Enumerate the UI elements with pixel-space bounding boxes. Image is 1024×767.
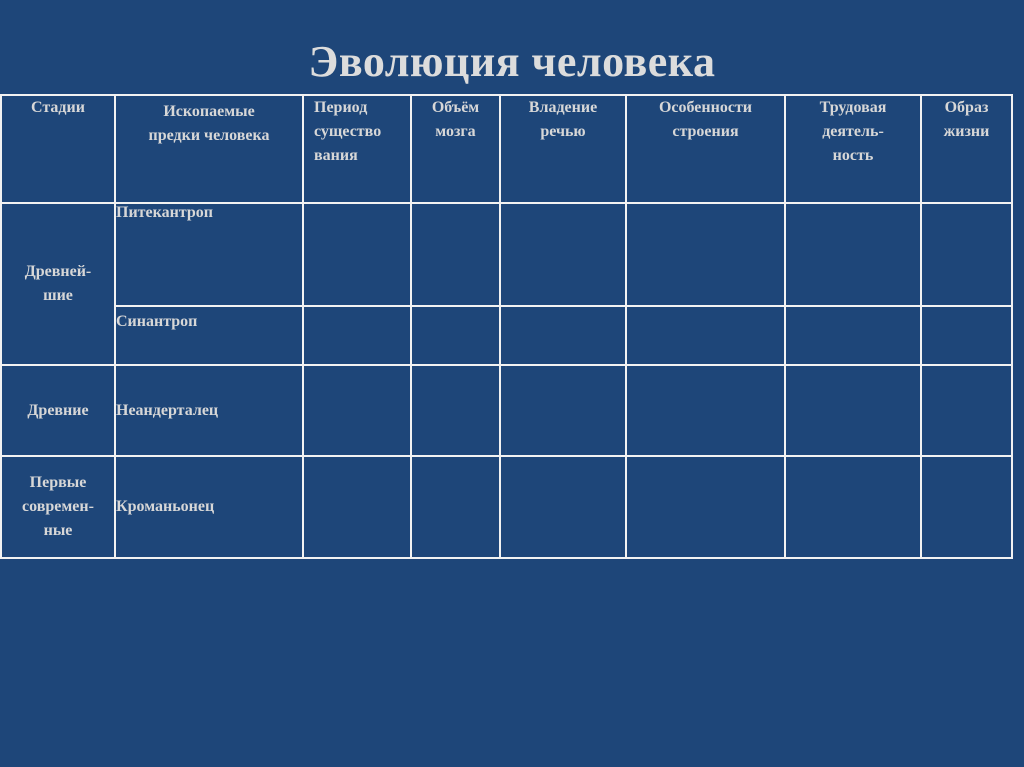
table-cell xyxy=(500,456,626,558)
slide-title: Эволюция человека xyxy=(308,37,716,86)
table-cell xyxy=(303,365,411,456)
header-stages: Стадии xyxy=(1,95,115,203)
table-cell xyxy=(921,203,1012,306)
table-row xyxy=(1,203,1012,306)
table-row xyxy=(1,456,1012,558)
ancestor-pithecanthropus: Питекантроп xyxy=(115,203,303,306)
stage-oldest: Древней- шие xyxy=(1,203,115,365)
stage-first-modern: Первые современ- ные xyxy=(1,456,115,558)
evolution-table xyxy=(0,94,1013,559)
table-cell xyxy=(303,306,411,365)
header-brain-volume: Объём мозга xyxy=(411,95,500,203)
table-cell xyxy=(500,203,626,306)
table-cell xyxy=(626,456,785,558)
table-cell xyxy=(303,203,411,306)
table-row xyxy=(1,306,1012,365)
header-period: Период существо вания xyxy=(303,95,411,203)
table-cell xyxy=(411,203,500,306)
table-cell xyxy=(785,203,921,306)
ancestor-sinanthropus: Синантроп xyxy=(115,306,303,365)
table-cell xyxy=(626,203,785,306)
table-cell xyxy=(921,306,1012,365)
table-cell xyxy=(303,456,411,558)
table-cell xyxy=(921,365,1012,456)
ancestor-cromagnon: Кроманьонец xyxy=(115,456,303,558)
header-fossil-ancestors: Ископаемые предки человека xyxy=(115,95,303,203)
table-cell xyxy=(500,306,626,365)
table-header-row xyxy=(1,95,1012,203)
table-cell xyxy=(626,365,785,456)
table-cell xyxy=(785,456,921,558)
table-cell xyxy=(411,306,500,365)
table-row xyxy=(1,365,1012,456)
table-cell xyxy=(785,306,921,365)
stage-ancient: Древние xyxy=(1,365,115,456)
header-labor: Трудовая деятель- ность xyxy=(785,95,921,203)
table-cell xyxy=(500,365,626,456)
table-cell xyxy=(921,456,1012,558)
table-cell xyxy=(411,365,500,456)
table-cell xyxy=(626,306,785,365)
ancestor-neanderthal: Неандерталец xyxy=(115,365,303,456)
table-cell xyxy=(411,456,500,558)
header-structure: Особенности строения xyxy=(626,95,785,203)
table-cell xyxy=(785,365,921,456)
header-speech: Владение речью xyxy=(500,95,626,203)
header-lifestyle: Образ жизни xyxy=(921,95,1012,203)
